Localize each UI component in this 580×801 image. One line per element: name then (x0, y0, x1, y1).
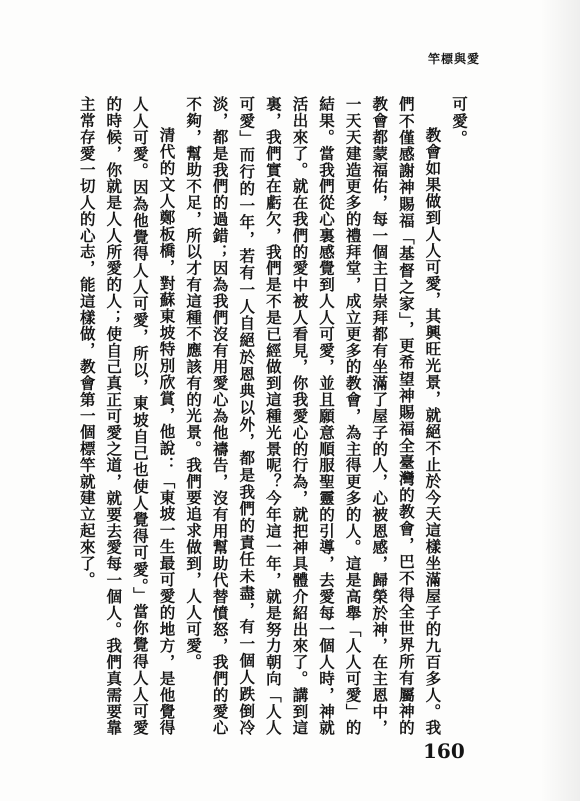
paragraph-zheng-banqiao: 清代的文人鄭板橋，對蘇東坡特別欣賞，他說：「東坡一生最可愛的地方，是他覺得人人可愛。因為他覺得人人可愛，所以，東坡自己也使人覺得可愛。」當你覺得人人可愛的時候，你就是人人所愛的人；使自己真正可愛之道，就要去愛每一個人。我們真需要靠主常存愛一切人的心志，能這樣做，教會第一個標竿就建立起來了。 (77, 96, 177, 736)
paragraph-church-loveable: 教會如果做到人人可愛，其興旺光景，就絕不止於今天這樣坐滿屋子的九百多人。我們不僅感謝神賜福「基督之家」，更希望神賜福全臺灣的教會，巴不得全世界所有屬神的教會都蒙福佑，每一個主日崇拜都有坐滿了屋子的人，心被恩感，歸榮於神，在主恩中，一天天建造更多的禮拜堂，成立更多的教會，為主得更多的人。這是高舉「人人可愛」的結果。當我們從心裏感覺到人人可愛，並且願意順服聖靈的引導，去愛每一個人時，神就活出來了。就在我們的愛中被人看見，你我愛心的行為，就把神具體介紹出來了。講到這裏，我們實在虧欠，我們是不是已經做到這種光景呢？今年這一年，就是努力朝向「人人可愛」而行的一年，若有一人自絕於恩典以外，都是我們的責任未盡，有一個人跌倒冷淡，都是我們的過錯；因為我們沒有用愛心為他禱告，沒有用幫助代替憤怒，我們的愛心不夠，幫助不足，所以才有這種不應該有的光景。我們要追求做到，人人可愛。 (184, 96, 443, 736)
paragraph-continuation: 可愛。 (450, 96, 469, 147)
running-head: 竿標與愛 (427, 52, 480, 66)
page-number: 160 (423, 739, 465, 763)
vertical-body-text (32, 96, 472, 736)
